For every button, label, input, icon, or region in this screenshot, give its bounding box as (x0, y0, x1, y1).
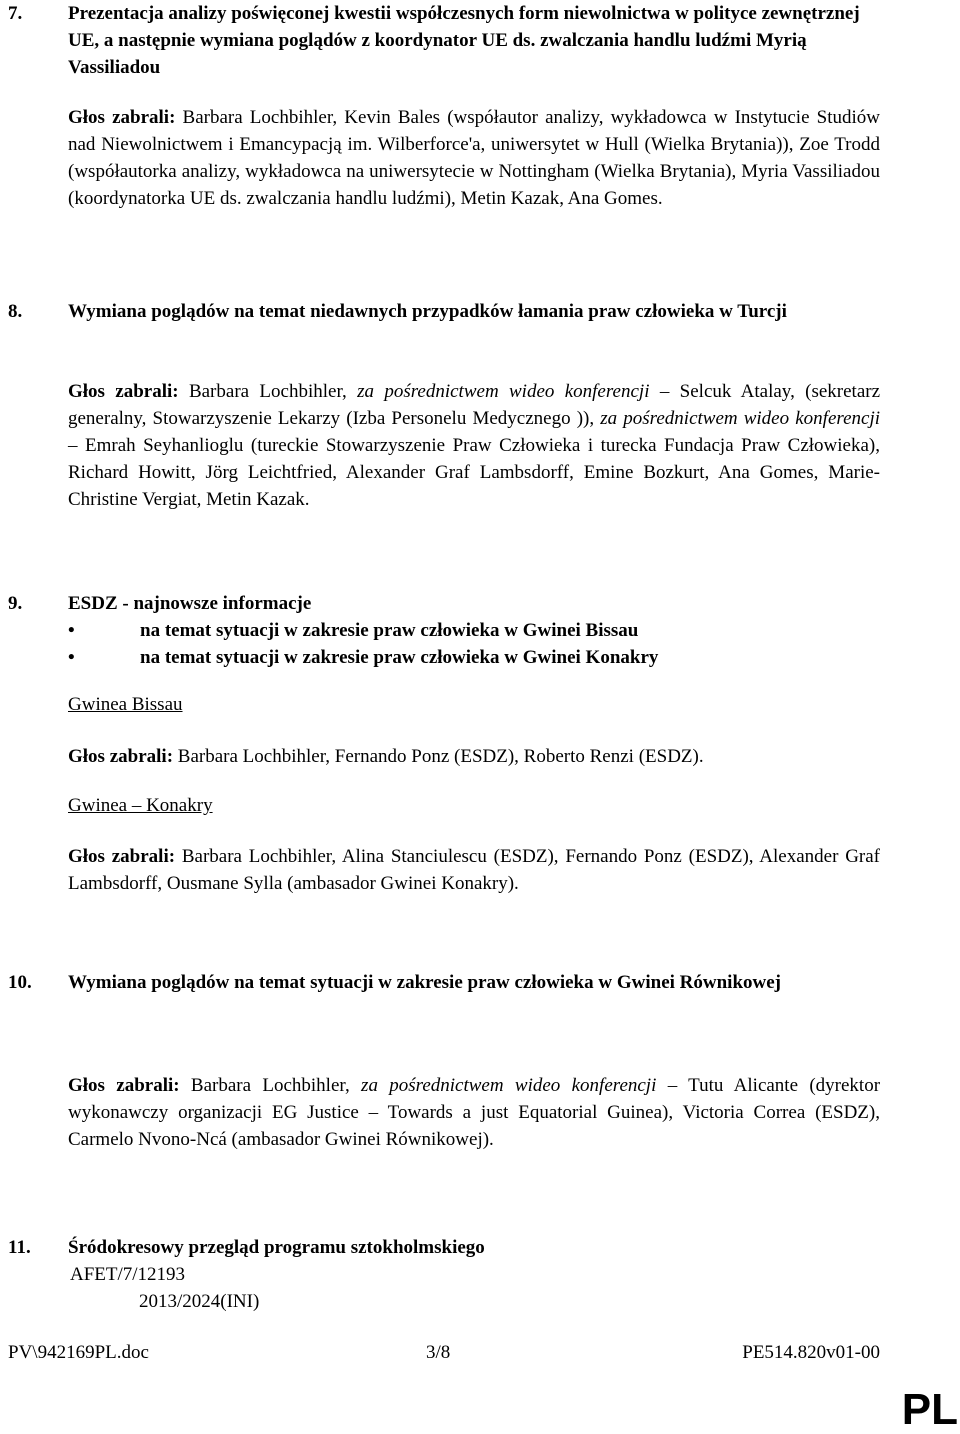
item-title: Prezentacja analizy poświęconej kwestii współczesnych form niewolnictwa w polityce zewnętrznej UE, a następnie wymiana poglądów z koordynator UE ds. zwalczania handlu ludźmi Myrią Vassiliadou (68, 3, 860, 78)
item-title: ESDZ - najnowsze informacje (68, 593, 312, 614)
footer-doc-name: PV\942169PL.doc (8, 1342, 149, 1363)
footer-reference: PE514.820v01-00 (742, 1342, 880, 1363)
speakers-paragraph (68, 843, 880, 897)
speakers-label: Głos zabrali: (68, 746, 174, 767)
bullet-list (68, 617, 880, 671)
speakers-text: – Selcuk Atalay, (sekretarz generalny, Stowarzyszenie Lekarzy (Izba Personelu Medycznego )), (68, 381, 881, 429)
speakers-paragraph (68, 743, 880, 770)
procedure-code: 2013/2024(INI) (139, 1291, 260, 1312)
speakers-label: Głos zabrali: (68, 107, 176, 128)
language-code: PL (901, 1385, 958, 1434)
reference-code: AFET/7/12193 (70, 1264, 186, 1285)
speakers-label: Głos zabrali: (68, 1075, 180, 1096)
list-item: • na temat sytuacji w zakresie praw człowieka w Gwinei Konakry (68, 644, 880, 671)
video-conference-note: za pośrednictwem wideo konferencji (357, 381, 650, 402)
item-number: 10. (8, 972, 32, 993)
item-number: 9. (8, 593, 23, 614)
speakers-text: Barbara Lochbihler, (188, 381, 347, 402)
speakers-paragraph (68, 1072, 880, 1153)
speakers-paragraph (68, 104, 880, 212)
subheading-gwinea-konakry: Gwinea – Konakry (68, 795, 213, 816)
item-number: 7. (8, 3, 23, 24)
speakers-text: Barbara Lochbihler, Fernando Ponz (ESDZ), Roberto Renzi (ESDZ). (177, 746, 704, 767)
item-title: Śródokresowy przegląd programu sztokholmskiego (68, 1237, 485, 1258)
bullet-icon: • (68, 620, 75, 641)
speakers-text: – Emrah Seyhanlioglu (tureckie Stowarzyszenie Praw Człowieka i turecka Fundacja Praw Człowieka), Richard Howitt, Jörg Leichtfried, Alexander Graf Lambsdorff, Emine Bozkurt, Ana Gomes, Marie-Christine Vergiat, Metin Kazak. (68, 435, 880, 510)
speakers-label: Głos zabrali: (68, 381, 179, 402)
item-title: Wymiana poglądów na temat niedawnych przypadków łamania praw człowieka w Turcji (68, 301, 787, 322)
speakers-text: Barbara Lochbihler, Kevin Bales (współautor analizy, wykładowca w Instytucie Studiów nad Niewolnictwem i Emancypacją im. Wilberforce'a, uniwersytet w Hull (Wielka Brytania)), Zoe Trodd (współautorka analizy, wykładowca na uniwersytecie w Nottingham (Wielka Brytania), Myria Vassiliadou (koordynatorka UE ds. zwalczania handlu ludźmi), Metin Kazak, Ana Gomes. (68, 107, 880, 209)
item-number: 11. (8, 1237, 31, 1258)
item-title: Wymiana poglądów na temat sytuacji w zakresie praw człowieka w Gwinei Równikowej (68, 972, 781, 993)
subheading-gwinea-bissau: Gwinea Bissau (68, 694, 183, 715)
bullet-icon: • (68, 647, 75, 668)
speakers-paragraph (68, 378, 880, 513)
video-conference-note: za pośrednictwem wideo konferencji (600, 408, 880, 429)
speakers-text: – Tutu Alicante (dyrektor wykonawczy organizacji EG Justice – Towards a just Equatorial Guinea), Victoria Correa (ESDZ), Carmelo Nvono-Ncá (ambasador Gwinei Równikowej). (68, 1075, 881, 1150)
speakers-label: Głos zabrali: (68, 846, 176, 867)
item-number: 8. (8, 301, 23, 322)
speakers-text: Barbara Lochbihler, (190, 1075, 350, 1096)
video-conference-note: za pośrednictwem wideo konferencji (361, 1075, 657, 1096)
list-item: • na temat sytuacji w zakresie praw człowieka w Gwinei Bissau (68, 617, 880, 644)
speakers-text: Barbara Lochbihler, Alina Stanciulescu (ESDZ), Fernando Ponz (ESDZ), Alexander Graf Lambsdorff, Ousmane Sylla (ambasador Gwinei Konakry). (68, 846, 880, 894)
page-footer (8, 1339, 880, 1366)
footer-page-number: 3/8 (426, 1342, 451, 1363)
